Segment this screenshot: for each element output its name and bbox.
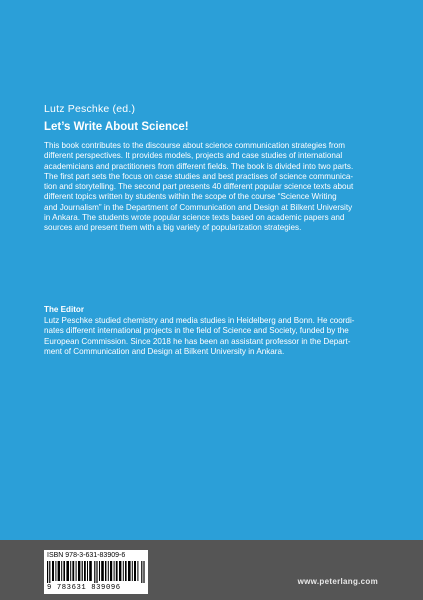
publisher-url: www.peterlang.com bbox=[297, 577, 378, 586]
author-name: Lutz Peschke (ed.) bbox=[44, 103, 136, 115]
editor-heading: The Editor bbox=[44, 305, 85, 314]
barcode-digits: 9 783631 839096 bbox=[47, 584, 121, 592]
editor-bio-line: nates different international projects in the field of Science and Society, funded by the bbox=[44, 326, 349, 336]
description-line: and Journalism” in the Department of Communication and Design at Bilkent University bbox=[44, 202, 353, 212]
editor-bio-line: ment of Communication and Design at Bilkent University in Ankara. bbox=[44, 346, 285, 356]
barcode-graphic bbox=[47, 561, 145, 583]
book-description bbox=[44, 141, 382, 234]
description-line: This book contributes to the discourse about science communication strategies from bbox=[44, 141, 345, 150]
isbn-barcode-box bbox=[44, 550, 148, 594]
description-line: sources and present them with a big variety of popularization strategies. bbox=[44, 223, 302, 233]
editor-bio-line: European Commission. Since 2018 he has been an assistant professor in the Depart- bbox=[44, 336, 351, 346]
description-line: The first part sets the focus on case studies and best practises of science communica- bbox=[44, 171, 354, 181]
description-line: in Ankara. The students wrote popular science texts based on academic papers and bbox=[44, 213, 345, 223]
description-line: different topics written by students within the scope of the course “Science Writing bbox=[44, 192, 337, 202]
description-line: different perspectives. It provides models, projects and case studies of international bbox=[44, 151, 343, 161]
isbn-label: ISBN 978-3-631-83909-6 bbox=[47, 552, 126, 559]
description-line: tion and storytelling. The second part presents 40 different popular science texts about bbox=[44, 182, 354, 192]
editor-bio-line: Lutz Peschke studied chemistry and media studies in Heidelberg and Bonn. He coordi- bbox=[44, 316, 355, 325]
editor-bio bbox=[44, 316, 382, 357]
description-line: academicians and practitioners from different fields. The book is divided into two parts. bbox=[44, 161, 354, 171]
book-title: Let’s Write About Science! bbox=[44, 121, 189, 133]
